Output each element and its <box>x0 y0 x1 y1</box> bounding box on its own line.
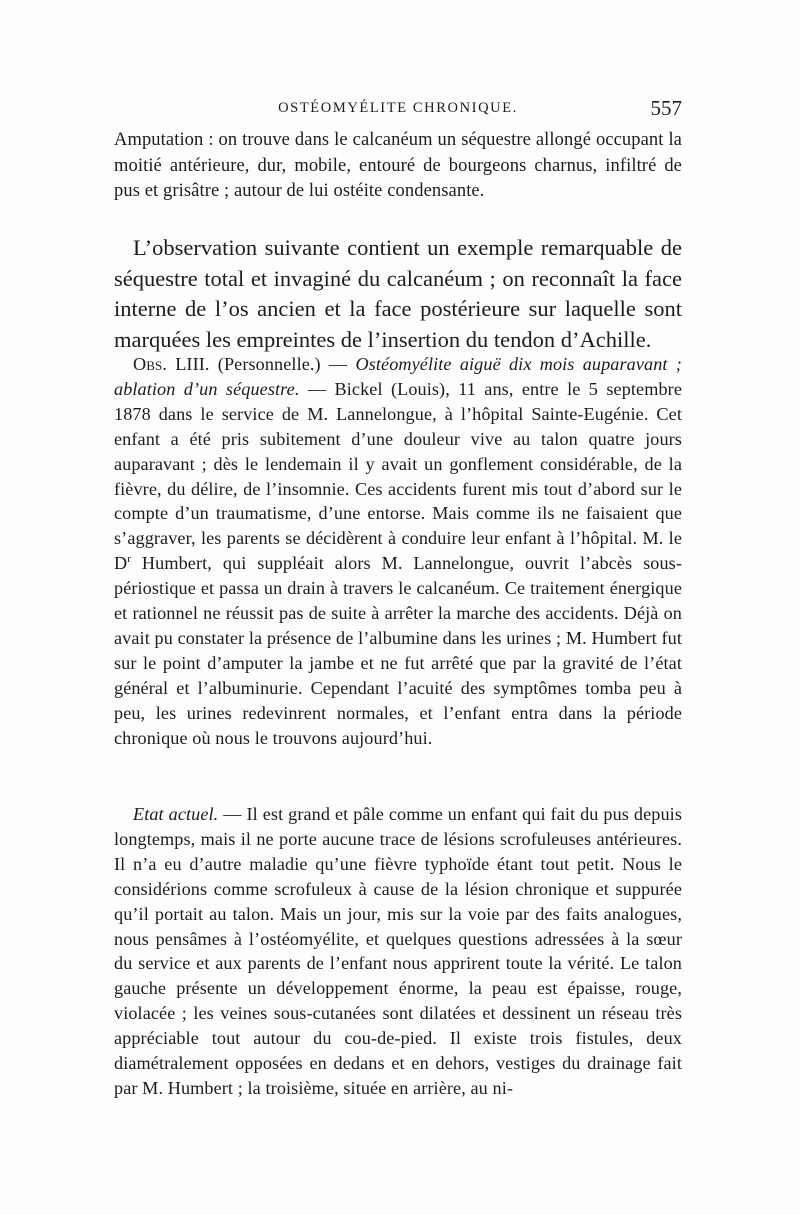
running-title: OSTÉOMYÉLITE CHRONIQUE. <box>278 100 518 116</box>
observation-paragraph <box>114 352 682 751</box>
etat-actuel-body: — Il est grand et pâle comme un enfant qui fait du pus depuis longtemps, mais il ne porte aucune trace de lésions scrofuleuses antérieures. Il n’a eu d’autre maladie qu’une fièvre typhoïde étant tout petit. Nous le considérions comme scrofuleux à cause de la lésion chronique et suppurée qu’il portait au talon. Mais un jour, mis sur la voie par des faits analogues, nous pensâmes à l’ostéomyélite, et quelques questions adressées à la sœur du service et aux parents de l’enfant nous apprirent toute la vérité. Le talon gauche présente un développement énorme, la peau est épaisse, rouge, violacée ; les veines sous-cutanées sont dilatées et dessinent un réseau très appréciable tout autour du cou-de-pied. Il existe trois fistules, deux diamétralement opposées en dedans et en dehors, vestiges du drainage fait par M. Humbert ; la troisième, située en arrière, au ni- <box>114 804 682 1098</box>
etat-actuel-label: Etat actuel. <box>133 804 219 824</box>
observation-title: Ostéomyélite aiguë dix mois auparavant ; ablation d’un séquestre. <box>114 354 682 399</box>
page-number: 557 <box>650 96 682 120</box>
etat-actuel-paragraph <box>114 802 682 1101</box>
observation-body-part-2: Humbert, qui suppléait alors M. Lannelongue, ouvrit l’abcès sous-périostique et passa un drain à travers le calcanéum. Ce traitement énergique et rationnel ne réussit pas de suite à arrêter la marche des accidents. Déjà on avait pu constater la présence de l’albumine dans les urines ; M. Humbert fut sur le point d’amputer la jambe et ne fut arrêté que par la gravité de l’état général et l’albuminurie. Cependant l’acuité des symptômes tomba peu à peu, les urines redevinrent normales, et l’enfant entra dans la période chronique où nous le trouvons aujourd’hui. <box>114 553 682 748</box>
doctor-superscript: r <box>127 553 132 566</box>
observation-source: (Personnelle.) — <box>217 354 348 374</box>
observation-body-part-1: — Bickel (Louis), 11 ans, entre le 5 septembre 1878 dans le service de M. Lannelongue, à l’hôpital Sainte-Eugénie. Cet enfant a été pris subitement d’une douleur vive au talon quatre jours auparavant ; dès le lendemain il y avait un gonflement considérable, de la fièvre, du délire, de l’insomnie. Ces accidents furent mis tout d’abord sur le compte d’un traumatisme, d’une entorse. Mais comme ils ne faisaient que s’aggraver, les parents se décidèrent à conduire leur enfant à l’hôpital. M. le D <box>114 378 682 574</box>
observation-label: Obs. LIII. <box>133 354 210 374</box>
amputation-paragraph: Amputation : on trouve dans le calcanéum un séquestre allongé occupant la moitié antérieure, dur, mobile, entouré de bourgeons charnus, infiltré de pus et grisâtre ; autour de lui ostéite condensante. <box>114 130 682 201</box>
observation-intro-paragraph: L’observation suivante contient un exemple remarquable de séquestre total et invaginé du calcanéum ; on reconnaît la face interne de l’os ancien et la face postérieure sur laquelle sont marquées les empreintes de l’insertion du tendon d’Achille. <box>114 235 682 352</box>
page-header <box>114 96 682 124</box>
